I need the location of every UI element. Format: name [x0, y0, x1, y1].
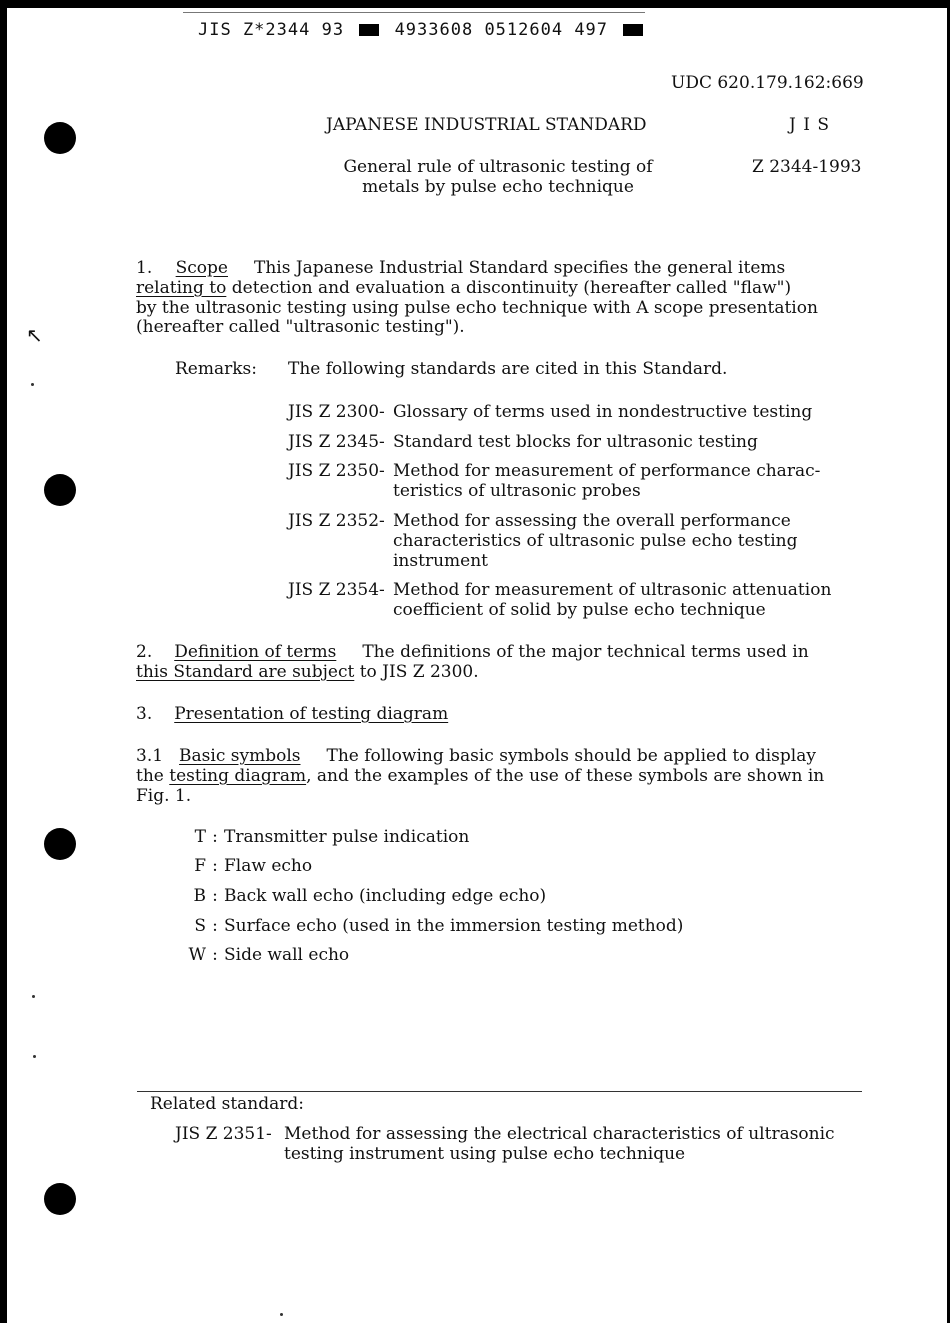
section-heading: Definition of terms [174, 642, 337, 662]
symbol-description: Flaw echo [224, 856, 313, 876]
scope-paragraph-line3: by the ultrasonic testing using pulse echo technique with A scope presentation [136, 298, 818, 318]
symbol-separator: : [212, 827, 218, 847]
symbol-separator: : [212, 856, 218, 876]
margin-mark: ↖ [26, 323, 43, 347]
scope-paragraph-line1 [136, 258, 785, 278]
footnote-divider [137, 1091, 862, 1092]
jis-mark: J I S [789, 115, 830, 135]
remarks-text: The following standards are cited in this Standard. [288, 359, 728, 379]
symbol-separator: : [212, 945, 218, 965]
definitions-line1 [136, 642, 809, 662]
symbol-key: T [194, 827, 206, 847]
basic-text: The following basic symbols should be applied to display [326, 746, 816, 766]
basic-text: the [136, 766, 170, 786]
symbol-description: Side wall echo [224, 945, 350, 965]
section-heading: Basic symbols [179, 746, 301, 766]
symbol-key: B [193, 886, 206, 906]
symbol-key: W [188, 945, 206, 965]
punch-hole [44, 122, 76, 154]
definitions-text: The definitions of the major technical terms used in [362, 642, 809, 662]
cited-standard [288, 580, 848, 620]
barcode-left-text: JIS Z*2344 93 [198, 20, 345, 40]
barcode-block [359, 24, 379, 36]
udc-number: UDC 620.179.162:669 [671, 73, 864, 93]
symbol-description: Surface echo (used in the immersion testing method) [224, 916, 684, 936]
cited-standard [288, 432, 853, 452]
section-number: 2. [136, 642, 153, 662]
standard-code: JIS Z 2350- [288, 461, 385, 481]
symbol-description: Transmitter pulse indication [224, 827, 470, 847]
presentation-heading-line [136, 704, 448, 724]
basic-underlined-text: testing diagram [169, 766, 307, 786]
scope-text: detection and evaluation a discontinuity (hereafter called "flaw") [226, 278, 792, 298]
symbol-separator: : [212, 886, 218, 906]
symbol-row [180, 827, 469, 847]
scan-top-border [0, 0, 950, 8]
basic-symbols-line2 [136, 766, 824, 786]
basic-symbols-line3: Fig. 1. [136, 786, 192, 806]
punch-hole [44, 474, 76, 506]
basic-symbols-line1 [136, 746, 816, 766]
symbol-key: S [194, 916, 206, 936]
related-standard-code: JIS Z 2351- [175, 1124, 272, 1144]
speck [32, 995, 35, 998]
section-heading: Scope [175, 258, 228, 278]
standard-code: JIS Z 2300- [288, 402, 385, 422]
symbol-row [180, 945, 349, 965]
speck [280, 1313, 283, 1316]
definitions-underlined-text: this Standard are subject [136, 662, 355, 682]
scope-underlined-text: relating to [136, 278, 227, 298]
related-standard-line1: Method for assessing the electrical characteristics of ultrasonic [284, 1124, 835, 1144]
standard-description: Method for measurement of ultrasonic attenuation coefficient of solid by pulse echo technique [393, 580, 832, 620]
related-standard-line2: testing instrument using pulse echo technique [284, 1144, 686, 1164]
symbol-row [180, 886, 546, 906]
symbol-row [180, 856, 312, 876]
speck [31, 383, 34, 386]
document-barcode [198, 20, 647, 40]
scope-text: This Japanese Industrial Standard specifies the general items [254, 258, 786, 278]
section-number: 3. [136, 704, 153, 724]
section-heading: Presentation of testing diagram [174, 704, 449, 724]
definitions-line2 [136, 662, 479, 682]
standard-number: Z 2344-1993 [752, 157, 862, 177]
standard-code: JIS Z 2345- [288, 432, 385, 452]
punch-hole [44, 1183, 76, 1215]
related-standard-label: Related standard: [150, 1094, 305, 1114]
scan-left-border [0, 0, 7, 1323]
basic-text: , and the examples of the use of these symbols are shown in [306, 766, 825, 786]
organization-title: JAPANESE INDUSTRIAL STANDARD [326, 115, 647, 135]
standard-title-line1: General rule of ultrasonic testing of [343, 157, 653, 177]
standard-description: Method for assessing the overall performance characteristics of ultrasonic pulse echo testing instrument [393, 511, 798, 571]
definitions-text: to JIS Z 2300. [354, 662, 479, 682]
standard-description: Method for measurement of performance charac- teristics of ultrasonic probes [393, 461, 821, 501]
section-number: 3.1 [136, 746, 164, 766]
symbol-separator: : [212, 916, 218, 936]
standard-title-line2: metals by pulse echo technique [362, 177, 634, 197]
scope-paragraph-line2 [136, 278, 791, 298]
barcode-rule [183, 12, 645, 13]
punch-hole [44, 828, 76, 860]
symbol-row [180, 916, 683, 936]
cited-standard [288, 461, 833, 501]
symbol-description: Back wall echo (including edge echo) [224, 886, 547, 906]
scope-paragraph-line4: (hereafter called "ultrasonic testing"). [136, 317, 465, 337]
standard-code: JIS Z 2354- [288, 580, 385, 600]
standard-description: Standard test blocks for ultrasonic testing [393, 432, 758, 452]
cited-standard [288, 402, 853, 422]
cited-standard [288, 511, 823, 571]
section-number: 1. [136, 258, 153, 278]
speck [33, 1055, 36, 1058]
barcode-right-text: 4933608 0512604 497 [394, 20, 609, 40]
symbol-key: F [194, 856, 206, 876]
standard-code: JIS Z 2352- [288, 511, 385, 531]
remarks-label: Remarks: [175, 359, 257, 379]
standard-description: Glossary of terms used in nondestructive testing [393, 402, 813, 422]
barcode-block [623, 24, 643, 36]
